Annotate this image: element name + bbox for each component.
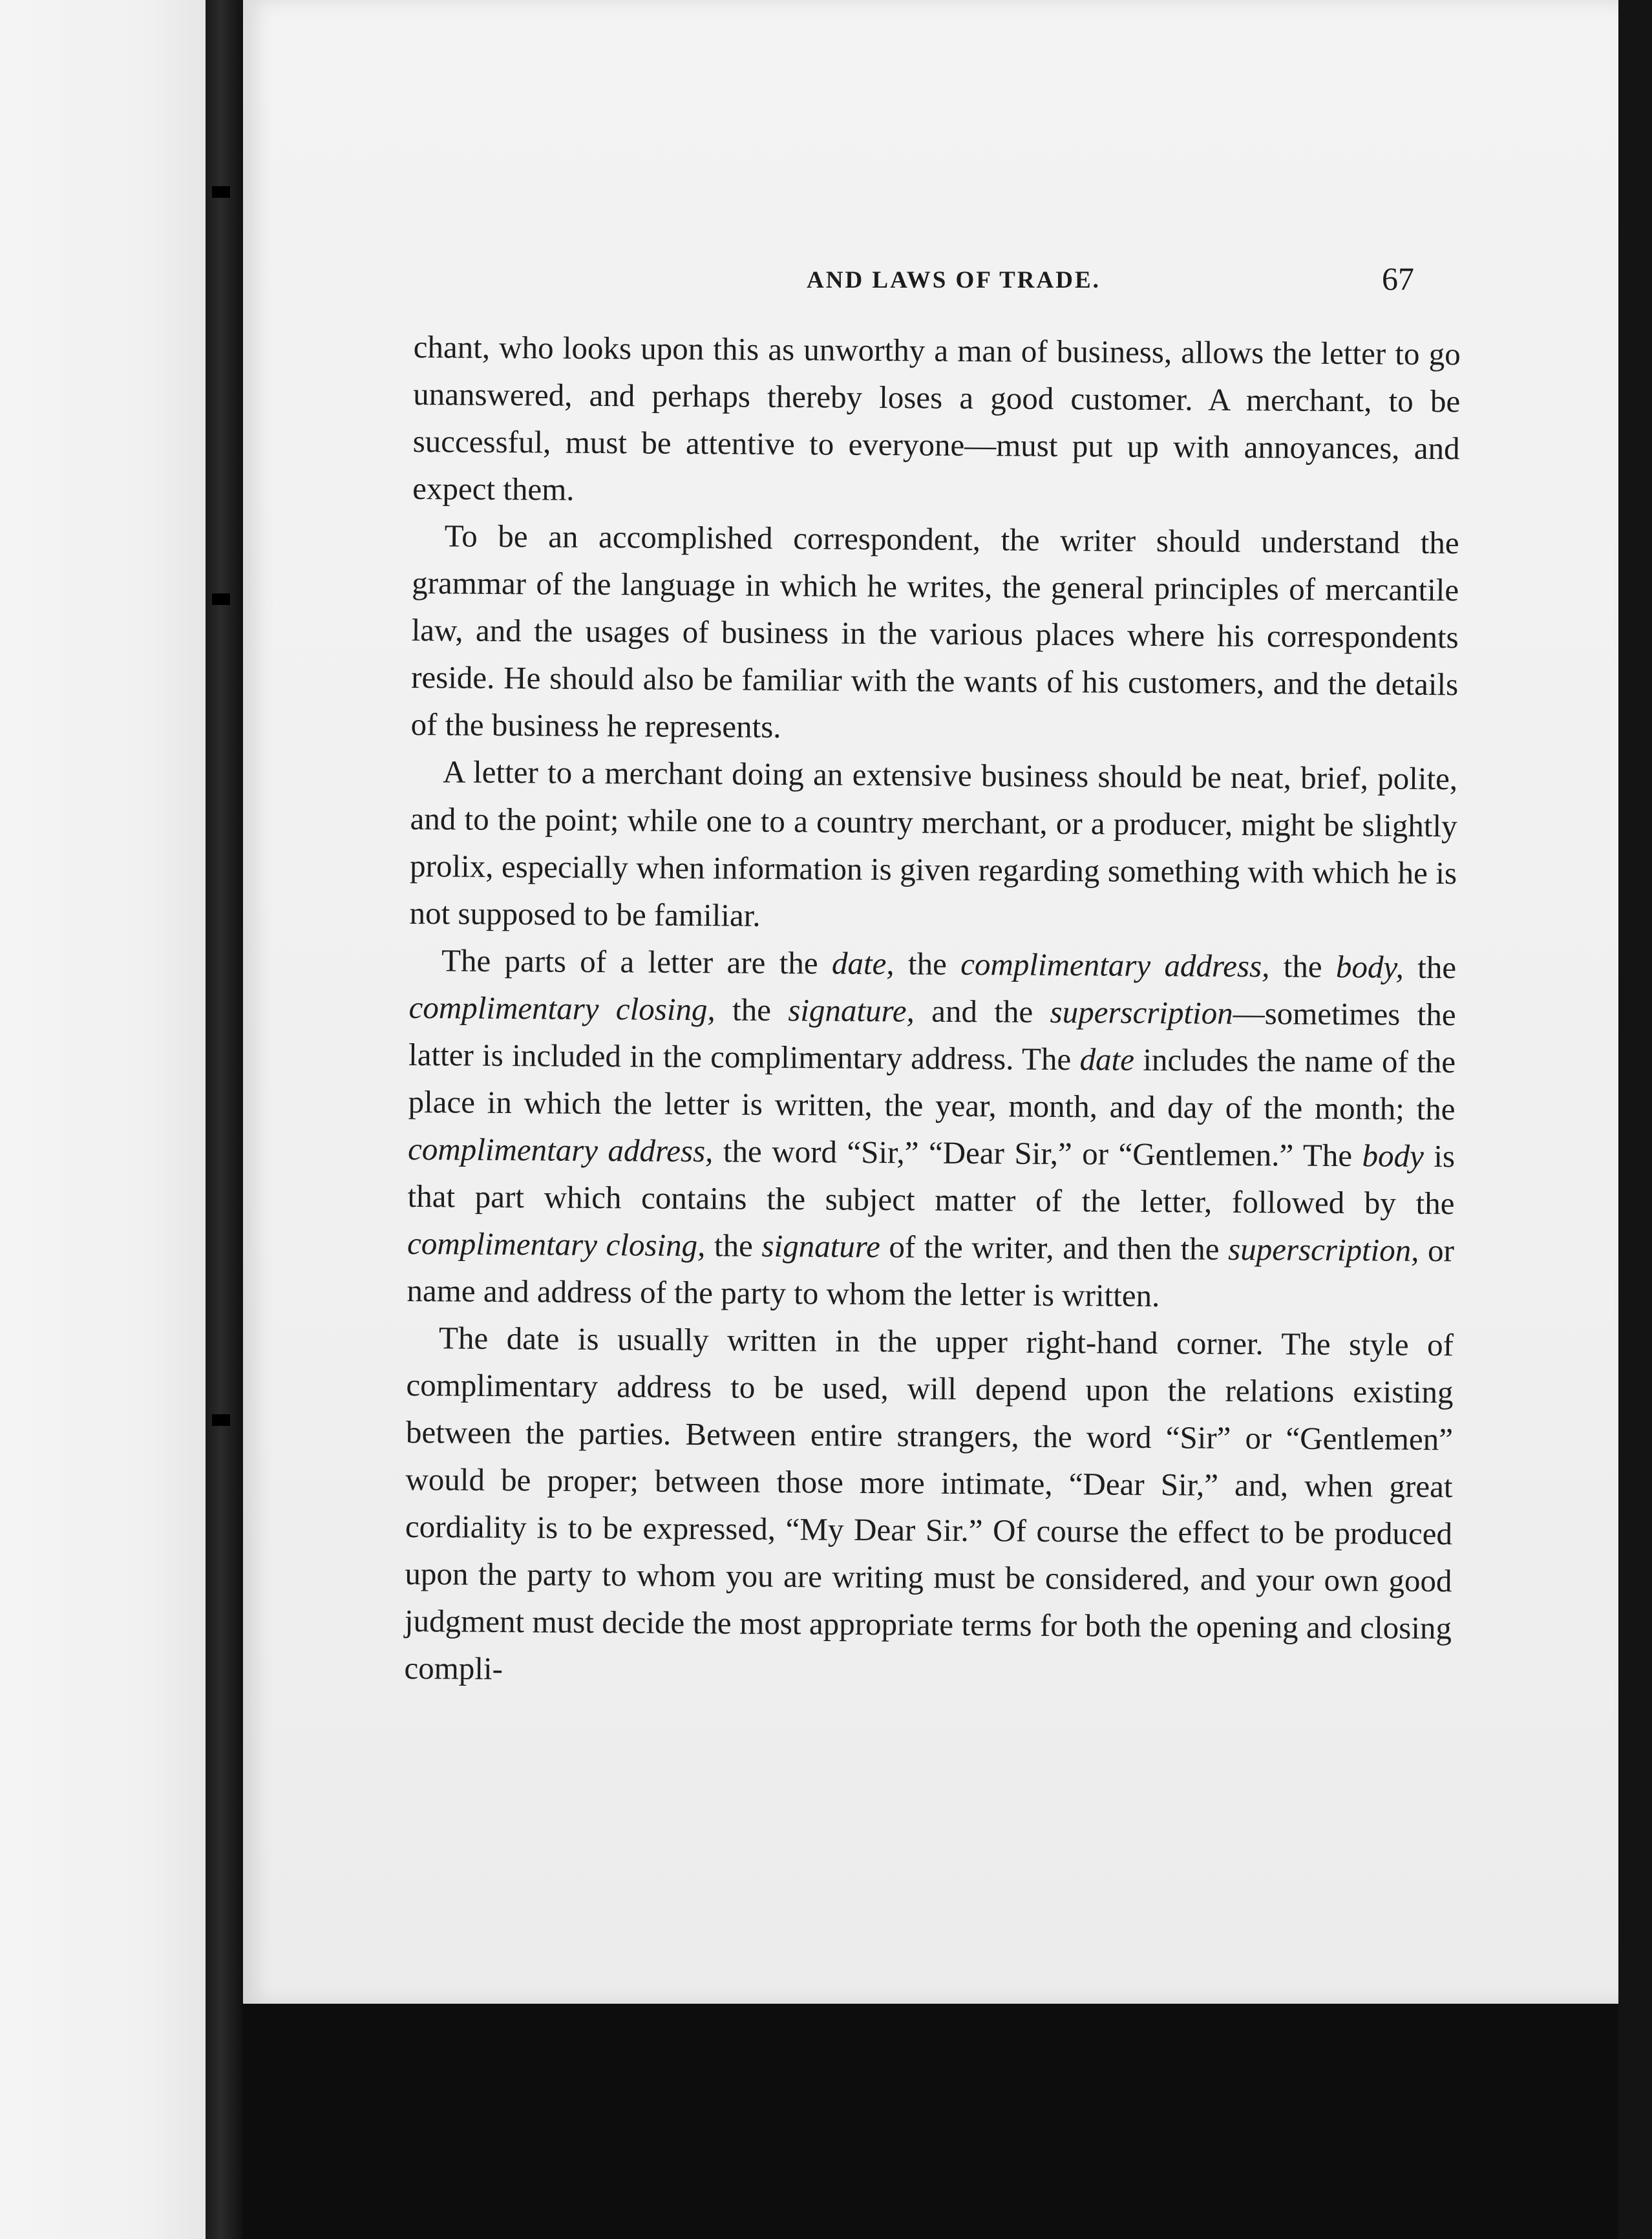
italic-term: body	[1362, 1138, 1424, 1174]
text-run: The parts of a letter are the	[441, 942, 832, 981]
paragraph-3: A letter to a merchant doing an extensive business should be neat, brief, polite, and to the point; while one to a country merchant, or a producer, might be slightly prolix, especially when information is given regarding something with which he is not supposed to be familiar.	[409, 754, 1458, 933]
paragraph-5: The date is usually written in the upper right-hand corner. The style of complimentary address to be used, will depend upon the relations existing between the parties. Between entire strangers, the word “Sir” or “Gentlemen” would be proper; between those more intimate, “Dear Sir,” and, when great cordiality is to be expressed, “My Dear Sir.” Of course the effect to be produced upon the party to whom you are writing must be considered, and your own good judgment must decide the most appropriate terms for both the opening and closing compli-	[404, 1320, 1454, 1687]
binding-stitch	[212, 186, 230, 198]
italic-term: complimentary closing,	[407, 1225, 706, 1264]
paragraph-1: chant, who looks upon this as unworthy a man of business, allows the letter to go unanswered, and perhaps thereby loses a good customer. A merchant, to be successful, must be attentive to everyone—must put up with annoyances, and expect them.	[412, 328, 1461, 507]
binding-stitch	[212, 593, 230, 605]
text-run: the	[1269, 948, 1337, 984]
italic-term: complimentary closing,	[408, 989, 715, 1028]
left-facing-page	[0, 0, 206, 2239]
text-run: the	[1403, 949, 1457, 986]
italic-term: date	[1079, 1041, 1135, 1077]
page-number: 67	[1382, 260, 1414, 297]
text-run: the	[705, 1227, 762, 1264]
paragraph-4	[407, 937, 1456, 1321]
italic-term: superscription	[1050, 993, 1233, 1031]
page-bottom-shadow	[243, 2004, 1652, 2239]
text-run: the	[715, 992, 789, 1028]
right-edge-shadow	[1618, 0, 1652, 2239]
text-run: the word “Sir,” “Dear Sir,” or “Gentlemen.” The	[713, 1133, 1362, 1174]
text-run: —sometimes the latter is included in the complimentary address. The	[408, 995, 1456, 1077]
italic-term: complimentary address,	[960, 946, 1270, 984]
italic-term: complimentary address,	[407, 1130, 714, 1169]
running-head: AND LAWS OF TRADE.	[807, 267, 1101, 293]
paragraph-2: To be an accomplished correspondent, the writer should understand the grammar of the language in which he writes, the general principles of mercantile law, and the usages of business in the various places where his correspondents reside. He should also be familiar with the wants of his customers, and the details of the business he represents.	[410, 518, 1459, 745]
text-run: the	[894, 946, 961, 982]
italic-term: signature,	[788, 992, 915, 1029]
italic-term: signature	[761, 1227, 881, 1265]
text-run: of the writer, and then the	[880, 1229, 1229, 1267]
text-run: and the	[914, 993, 1050, 1030]
italic-term: body,	[1335, 948, 1404, 985]
text-run: or name and address of the party to whom the letter is written.	[407, 1232, 1455, 1314]
text-run: is that part which contains the subject matter of the letter, followed by the	[407, 1138, 1456, 1222]
text-run: includes the name of the place in which the letter is written, the year, month, and day of the month; the	[408, 1041, 1456, 1127]
book-gutter	[206, 0, 243, 2239]
italic-term: date,	[831, 945, 895, 982]
italic-term: superscription,	[1227, 1231, 1419, 1268]
binding-stitch	[212, 1414, 230, 1426]
body-text	[404, 323, 1461, 1699]
